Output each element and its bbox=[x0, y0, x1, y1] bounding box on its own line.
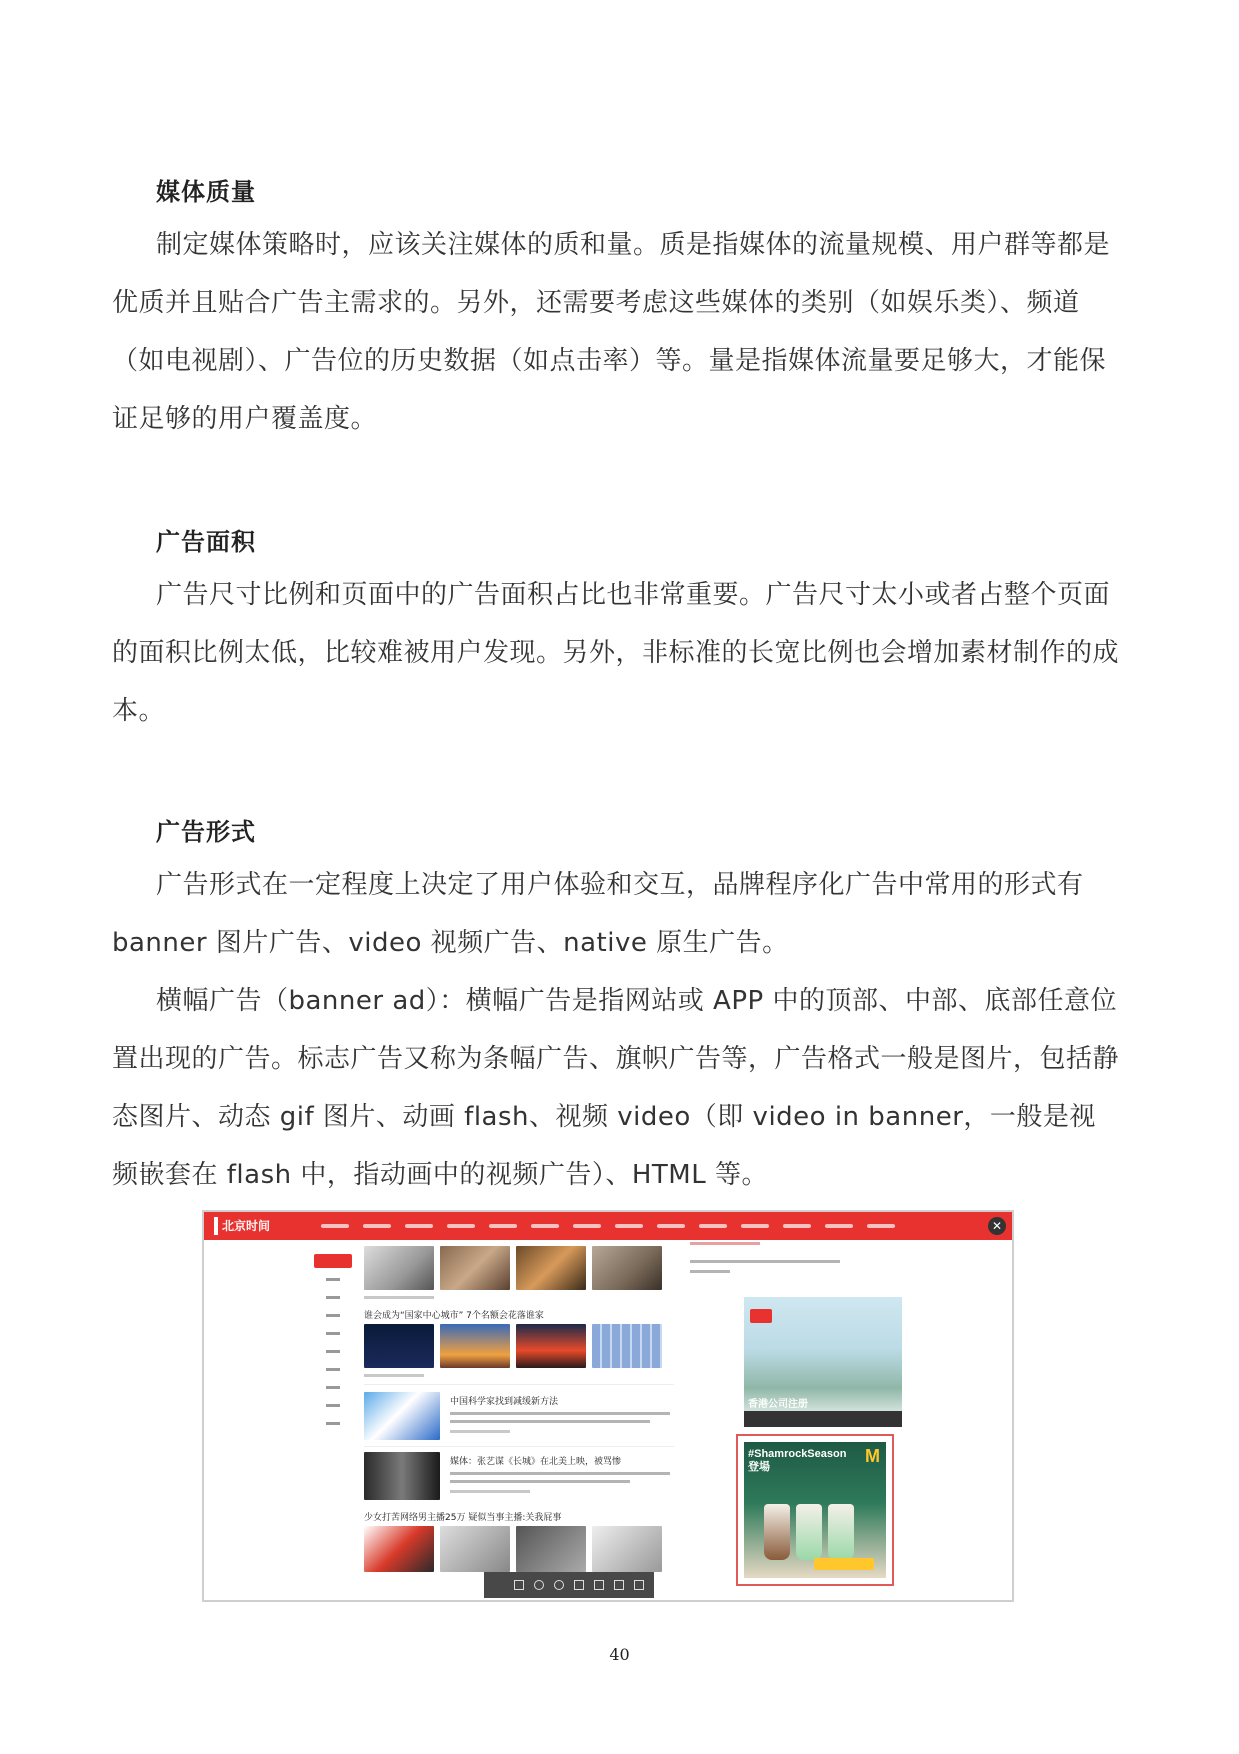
nav-item bbox=[741, 1224, 769, 1228]
meta-line bbox=[364, 1296, 434, 1299]
news-thumbnail bbox=[592, 1246, 662, 1290]
news-thumbnail bbox=[364, 1246, 434, 1290]
nav-item bbox=[447, 1224, 475, 1228]
banner-ad-caption: 香港公司注册 bbox=[748, 1399, 808, 1410]
nav-item bbox=[783, 1224, 811, 1228]
summary-line bbox=[450, 1472, 670, 1475]
menu-item bbox=[326, 1314, 340, 1317]
divider bbox=[364, 1446, 674, 1447]
news-thumbnail bbox=[440, 1246, 510, 1290]
nav-item bbox=[363, 1224, 391, 1228]
news-thumbnail bbox=[364, 1452, 440, 1500]
summary-line bbox=[450, 1480, 630, 1483]
section-heading-ad-format: 广告形式 bbox=[156, 818, 256, 846]
headline-1: 谁会成为“国家中心城市” 7个名额会花落谁家 bbox=[364, 1311, 544, 1321]
menu-item bbox=[326, 1404, 340, 1407]
nav-item bbox=[405, 1224, 433, 1228]
section-heading-ad-area: 广告面积 bbox=[156, 528, 256, 556]
news-thumbnail bbox=[364, 1392, 440, 1440]
toolbar-icon[interactable] bbox=[514, 1580, 524, 1590]
news-thumbnail bbox=[364, 1526, 434, 1572]
nav-item bbox=[825, 1224, 853, 1228]
meta-line bbox=[364, 1374, 424, 1377]
summary-line bbox=[450, 1412, 670, 1415]
meta-line bbox=[450, 1430, 510, 1433]
ad-badge bbox=[750, 1309, 772, 1323]
right-column-line bbox=[690, 1260, 840, 1263]
news-thumbnail bbox=[516, 1246, 586, 1290]
drink-cup bbox=[796, 1504, 822, 1560]
site-logo: 北京时间 bbox=[214, 1217, 290, 1235]
nav-item bbox=[573, 1224, 601, 1228]
news-thumbnail bbox=[364, 1324, 434, 1368]
menu-item bbox=[326, 1422, 340, 1425]
divider bbox=[364, 1384, 674, 1385]
headline-3: 媒体：张艺谋《长城》在北美上映，被骂惨 bbox=[450, 1457, 622, 1467]
menu-item bbox=[326, 1296, 340, 1299]
drink-cup bbox=[828, 1504, 854, 1560]
right-column-line bbox=[690, 1270, 730, 1273]
news-thumbnail bbox=[440, 1526, 510, 1572]
news-thumbnail bbox=[440, 1324, 510, 1368]
ad-title-line1: #ShamrockSeason bbox=[748, 1448, 847, 1460]
section-heading-media-quality: 媒体质量 bbox=[156, 178, 256, 206]
image-viewer-toolbar bbox=[484, 1572, 654, 1598]
toolbar-icon[interactable] bbox=[574, 1580, 584, 1590]
menu-item-active bbox=[314, 1254, 352, 1268]
right-column-label bbox=[690, 1242, 760, 1245]
news-thumbnail bbox=[592, 1324, 662, 1368]
menu-item bbox=[326, 1386, 340, 1389]
paragraph-banner-ad: 横幅广告（banner ad）：横幅广告是指网站或 APP 中的顶部、中部、底部任意位置出现的广告。标志广告又称为条幅广告、旗帜广告等，广告格式一般是图片，包括静态图片、动态 gif 图片、动画 flash、视频 video（即 video in banner，一般是视频嵌套在 flash 中，指动画中的视频广告）、HTML 等。 bbox=[112, 986, 1120, 1190]
paragraph-ad-area: 广告尺寸比例和页面中的广告面积占比也非常重要。广告尺寸太小或者占整个页面的面积比例太低，比较难被用户发现。另外，非标准的长宽比例也会增加素材制作的成本。 bbox=[112, 580, 1120, 726]
toolbar-icon[interactable] bbox=[594, 1580, 604, 1590]
banner-ad-top[interactable] bbox=[744, 1297, 902, 1427]
ad-thumbnail-strip bbox=[744, 1411, 902, 1427]
left-category-menu bbox=[314, 1254, 354, 1440]
zoom-out-icon[interactable] bbox=[554, 1580, 564, 1590]
ad-title bbox=[748, 1448, 846, 1474]
nav-item bbox=[657, 1224, 685, 1228]
toolbar-icon[interactable] bbox=[614, 1580, 624, 1590]
zoom-in-icon[interactable] bbox=[534, 1580, 544, 1590]
ad-cta-button[interactable] bbox=[814, 1558, 874, 1570]
website-screenshot-figure bbox=[202, 1210, 1014, 1602]
menu-item bbox=[326, 1332, 340, 1335]
site-nav-bar bbox=[204, 1212, 1012, 1240]
meta-line bbox=[450, 1490, 530, 1493]
headline-4: 少女打苦网络男主播25万 疑似当事主播:关我屁事 bbox=[364, 1513, 562, 1523]
nav-item bbox=[321, 1224, 349, 1228]
brand-logo-icon: M bbox=[865, 1446, 880, 1466]
banner-ad-image bbox=[744, 1442, 886, 1578]
menu-item bbox=[326, 1278, 340, 1281]
paragraph-media-quality: 制定媒体策略时，应该关注媒体的质和量。质是指媒体的流量规模、用户群等都是优质并且贴合广告主需求的。另外，还需要考虑这些媒体的类别（如娱乐类）、频道（如电视剧）、广告位的历史数据（如点击率）等。量是指媒体流量要足够大，才能保证足够的用户覆盖度。 bbox=[112, 230, 1111, 434]
nav-item bbox=[489, 1224, 517, 1228]
nav-item bbox=[867, 1224, 895, 1228]
toolbar-icon[interactable] bbox=[634, 1580, 644, 1590]
summary-line bbox=[450, 1420, 650, 1423]
page-number: 40 bbox=[609, 1645, 630, 1664]
nav-item bbox=[531, 1224, 559, 1228]
news-thumbnail bbox=[592, 1526, 662, 1572]
menu-item bbox=[326, 1368, 340, 1371]
nav-item bbox=[615, 1224, 643, 1228]
paragraph-ad-format: 广告形式在一定程度上决定了用户体验和交互，品牌程序化广告中常用的形式有banner 图片广告、video 视频广告、native 原生广告。 bbox=[112, 870, 1084, 958]
news-thumbnail bbox=[516, 1324, 586, 1368]
banner-ad-bottom[interactable] bbox=[736, 1434, 894, 1586]
ad-title-line2: 登場 bbox=[748, 1461, 770, 1473]
nav-item bbox=[699, 1224, 727, 1228]
close-icon: ✕ bbox=[988, 1217, 1006, 1235]
menu-item bbox=[326, 1350, 340, 1353]
drink-cup bbox=[764, 1504, 790, 1560]
headline-2: 中国科学家找到减缓新方法 bbox=[450, 1397, 559, 1407]
news-thumbnail bbox=[516, 1526, 586, 1572]
